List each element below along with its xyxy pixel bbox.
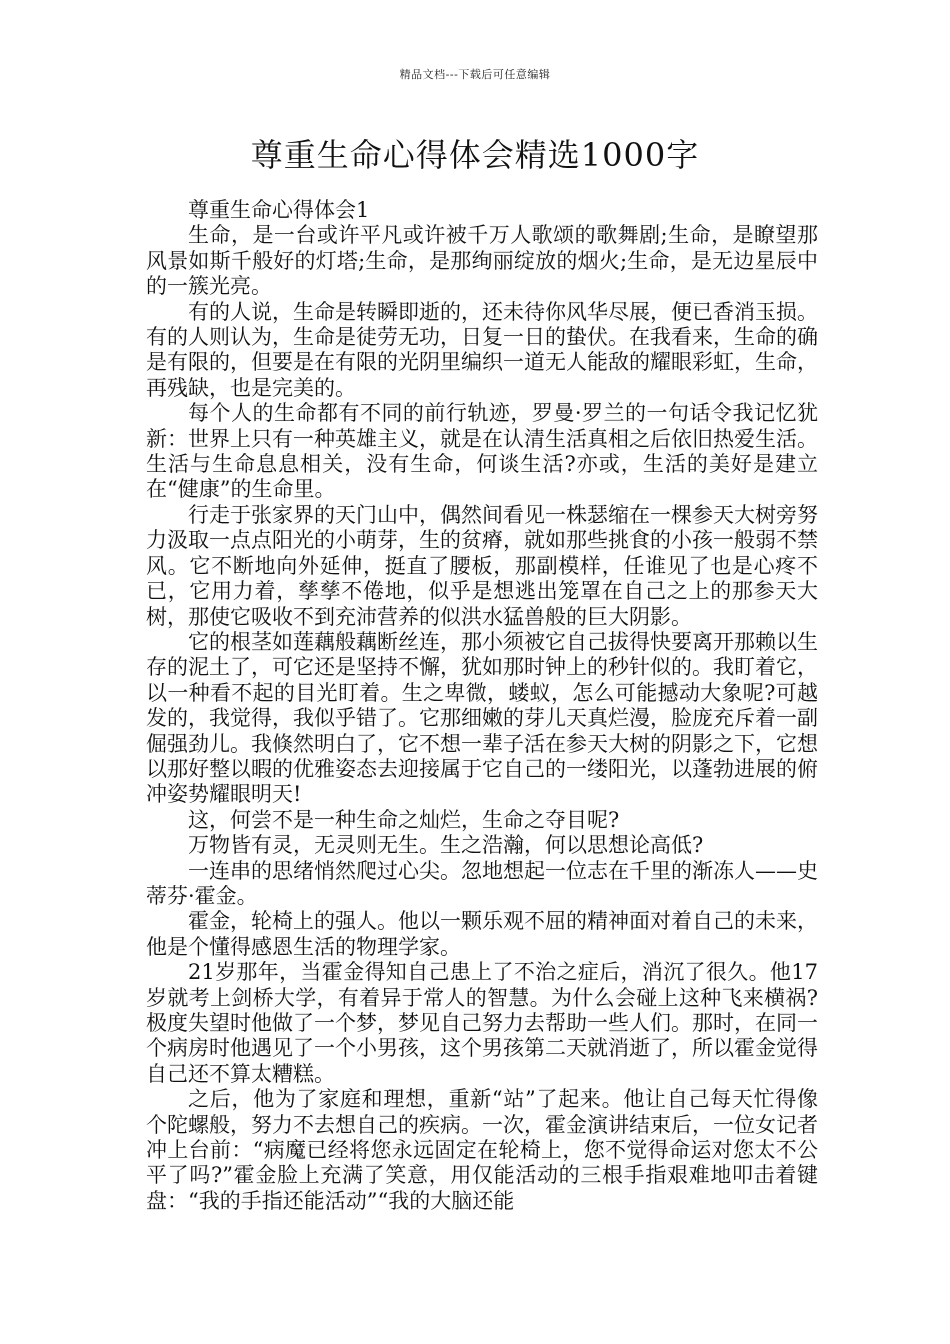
- paragraph: 霍金，轮椅上的强人。他以一颗乐观不屈的精神面对着自己的未来，他是个懂得感恩生活的物理学家。: [146, 909, 818, 959]
- document-body: [146, 198, 818, 1214]
- header-note: 精品文档---下载后可任意编辑: [399, 68, 551, 81]
- paragraph: 一连串的思绪悄然爬过心尖。忽地想起一位志在千里的渐冻人——史蒂芬·霍金。: [146, 858, 818, 908]
- paragraph: 每个人的生命都有不同的前行轨迹，罗曼·罗兰的一句话令我记忆犹新：世界上只有一种英雄主义，就是在认清生活真相之后依旧热爱生活。生活与生命息息相关，没有生命，何谈生活?亦或，生活的美好是建立在“健康”的生命里。: [146, 401, 818, 502]
- paragraph: 它的根茎如莲藕般藕断丝连，那小须被它自己拔得快要离开那赖以生存的泥土了，可它还是坚持不懈，犹如那时钟上的秒针似的。我盯着它，以一种看不起的目光盯着。生之卑微，蝼蚁，怎么可能撼动大象呢?可越发的，我觉得，我似乎错了。它那细嫩的芽儿天真烂漫，脸庞充斥着一副倔强劲儿。我倏然明白了，它不想一辈子活在参天大树的阴影之下，它想以那好整以暇的优雅姿态去迎接属于它自己的一缕阳光，以蓬勃进展的俯冲姿势耀眼明天!: [146, 629, 818, 807]
- paragraph: 这，何尝不是一种生命之灿烂，生命之夺目呢?: [188, 807, 620, 832]
- paragraph: 之后，他为了家庭和理想，重新“站”了起来。他让自己每天忙得像个陀螺般，努力不去想自己的疾病。一次，霍金演讲结束后，一位女记者冲上台前：“病魔已经将您永远固定在轮椅上，您不觉得命运对您太不公平了吗?”霍金脸上充满了笑意，用仅能活动的三根手指艰难地叩击着键盘：“我的手指还能活动”“我的大脑还能: [146, 1087, 818, 1213]
- paragraph: 有的人说，生命是转瞬即逝的，还未待你风华尽展，便已香消玉损。有的人则认为，生命是徒劳无功，日复一日的蛰伏。在我看来，生命的确是有限的，但要是在有限的光阴里编织一道无人能敌的耀眼彩虹，生命，再残缺，也是完美的。: [146, 299, 818, 400]
- paragraph: 21岁那年，当霍金得知自己患上了不治之症后，消沉了很久。他17岁就考上剑桥大学，有着异于常人的智慧。为什么会碰上这种飞来横祸?极度失望时他做了一个梦，梦见自己努力去帮助一些人们。那时，在同一个病房时他遇见了一个小男孩，这个男孩第二天就消逝了，所以霍金觉得自己还不算太糟糕。: [146, 960, 818, 1086]
- section-heading: 尊重生命心得体会1: [188, 198, 370, 222]
- document-title: 尊重生命心得体会精选1000字: [250, 136, 700, 174]
- paragraph: 生命，是一台或许平凡或许被千万人歌颂的歌舞剧;生命，是瞭望那风景如斯千般好的灯塔;生命，是那绚丽绽放的烟火;生命，是无边星辰中的一簇光亮。: [146, 223, 818, 299]
- paragraph: 万物皆有灵，无灵则无生。生之浩瀚，何以思想论高低?: [188, 833, 704, 858]
- paragraph: 行走于张家界的天门山中，偶然间看见一株瑟缩在一棵参天大树旁努力汲取一点点阳光的小萌芽，生的贫瘠，就如那些挑食的小孩一般弱不禁风。它不断地向外延伸，挺直了腰板，那副模样，任谁见了也是心疼不已，它用力着，孳孳不倦地，似乎是想逃出笼罩在自己之上的那参天大树，那使它吸收不到充沛营养的似洪水猛兽般的巨大阴影。: [146, 502, 818, 629]
